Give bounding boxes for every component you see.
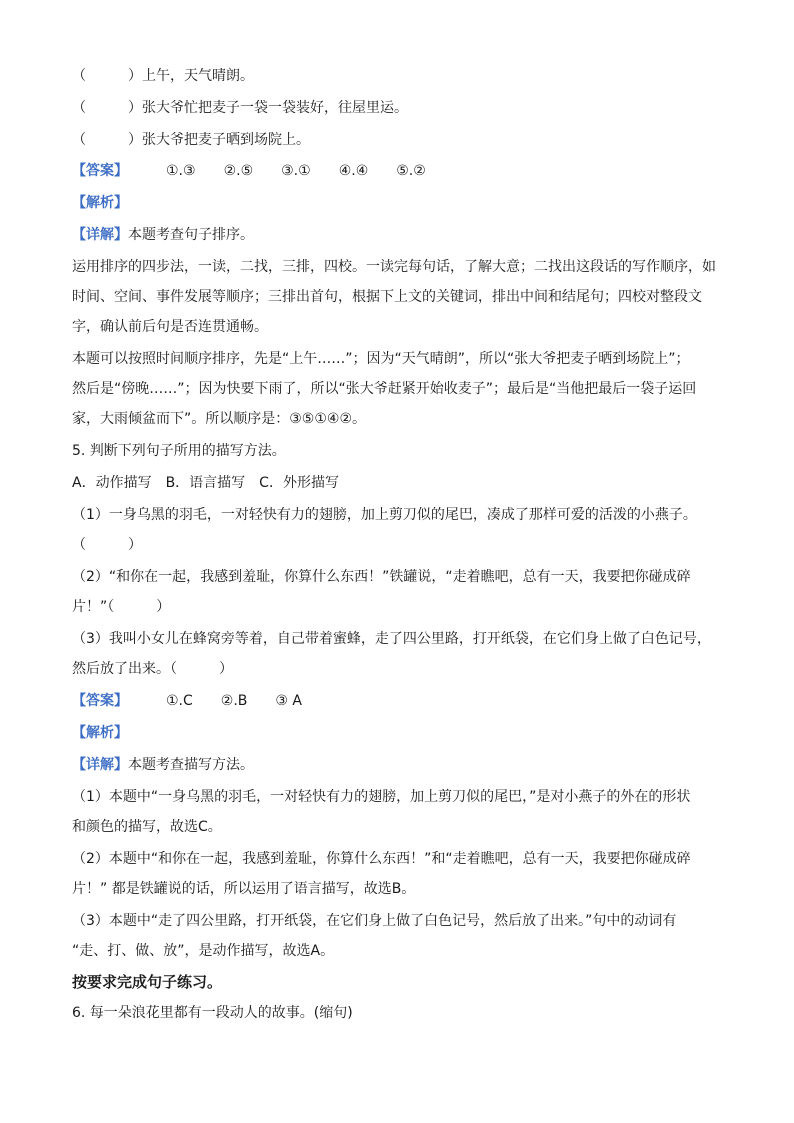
- analysis-para1-line: 运用排序的四步法，一读，二找，三排，四校。一读完每句话，了解大意；二找出这段话的写作顺序，如: [72, 259, 716, 275]
- analysis-label: 【解析】: [72, 725, 128, 741]
- question-5-item: （2）“和你在一起，我感到羞耻，你算什么东西！”铁罐说，“走着瞧吧，总有一天，我要把你碰成碎: [72, 569, 691, 585]
- detail-row-2: [72, 755, 734, 775]
- analysis2-line: 和颜色的描写，故选C。: [72, 819, 222, 835]
- detail-text: 本题考查描写方法。: [128, 757, 254, 773]
- detail-label: 【详解】: [72, 227, 128, 243]
- question-5-item: 片！”（ ）: [72, 599, 171, 615]
- question-5-blank: （ ）: [72, 537, 142, 553]
- analysis-label: 【解析】: [72, 195, 128, 211]
- section-title: 按要求完成句子练习。: [72, 973, 223, 991]
- answer-option: ②.⑤: [223, 163, 254, 179]
- question-6: 6. 每一朵浪花里都有一段动人的故事。(缩句): [72, 1005, 353, 1021]
- analysis-para2-line: 本题可以按照时间顺序排序，先是“上午……”；因为“天气晴朗”，所以“张大爷把麦子晒到场院上”；: [72, 351, 690, 367]
- detail-row-1: [72, 225, 734, 245]
- question-5-item: 然后放了出来。（ ）: [72, 661, 233, 677]
- analysis-para1-line: 时间、空间、事件发展等顺序；三排出首句，根据下上文的关键词，排出中间和结尾句；四校对整段文: [72, 289, 702, 305]
- answer-option: ⑤.②: [396, 163, 426, 179]
- analysis2-line: （2）本题中“和你在一起，我感到羞耻，你算什么东西！”和“走着瞧吧，总有一天，我要把你碰成碎: [72, 851, 691, 867]
- question-5-stem: 5. 判断下列句子所用的描写方法。: [72, 443, 286, 459]
- answer-option: ③ A: [275, 693, 302, 709]
- question-5-item: （3）我叫小女儿在蜂窝旁等着，自己带着蜜蜂，走了四公里路，打开纸袋，在它们身上做了白色记号，: [72, 631, 711, 647]
- ordering-line-1: （ ）上午，天气晴朗。: [72, 68, 254, 84]
- analysis-para1-line: 字，确认前后句是否连贯通畅。: [72, 319, 268, 335]
- answer-option: ②.B: [220, 693, 248, 709]
- answer-row-2: [72, 691, 734, 711]
- ordering-line-3: （ ）张大爷把麦子晒到场院上。: [72, 132, 310, 148]
- analysis2-line: （3）本题中“走了四公里路，打开纸袋，在它们身上做了白色记号，然后放了出来。”句中的动词有: [72, 913, 677, 929]
- analysis2-line: 片！” 都是铁罐说的话，所以运用了语言描写，故选B。: [72, 881, 416, 897]
- detail-text: 本题考查句子排序。: [128, 227, 254, 243]
- answer-label: 【答案】: [72, 693, 128, 709]
- question-5-item: （1）一身乌黑的羽毛，一对轻快有力的翅膀，加上剪刀似的尾巴，凑成了那样可爱的活泼的小燕子。: [72, 507, 697, 523]
- answer-row-1: [72, 161, 734, 181]
- ordering-line-2: （ ）张大爷忙把麦子一袋一袋装好，往屋里运。: [72, 100, 408, 116]
- analysis-para2-line: 然后是“傍晚……”；因为快要下雨了，所以“张大爷赶紧开始收麦子”；最后是“当他把最后一袋子运回: [72, 381, 697, 397]
- answer-option: ④.④: [338, 163, 369, 179]
- question-5-choices: A．动作描写 B．语言描写 C．外形描写: [72, 475, 339, 491]
- answer-option: ③.①: [281, 163, 311, 179]
- analysis2-line: “走、打、做、放”，是动作描写，故选A。: [72, 943, 335, 959]
- answer-label: 【答案】: [72, 163, 128, 179]
- analysis-para2-line: 家，大雨倾盆而下”。所以顺序是：③⑤①④②。: [72, 411, 367, 427]
- analysis2-line: （1）本题中“一身乌黑的羽毛，一对轻快有力的翅膀，加上剪刀似的尾巴，”是对小燕子的外在的形状: [72, 789, 691, 805]
- answer-option: ①.③: [166, 163, 196, 179]
- answer-option: ①.C: [166, 693, 193, 709]
- detail-label: 【详解】: [72, 757, 128, 773]
